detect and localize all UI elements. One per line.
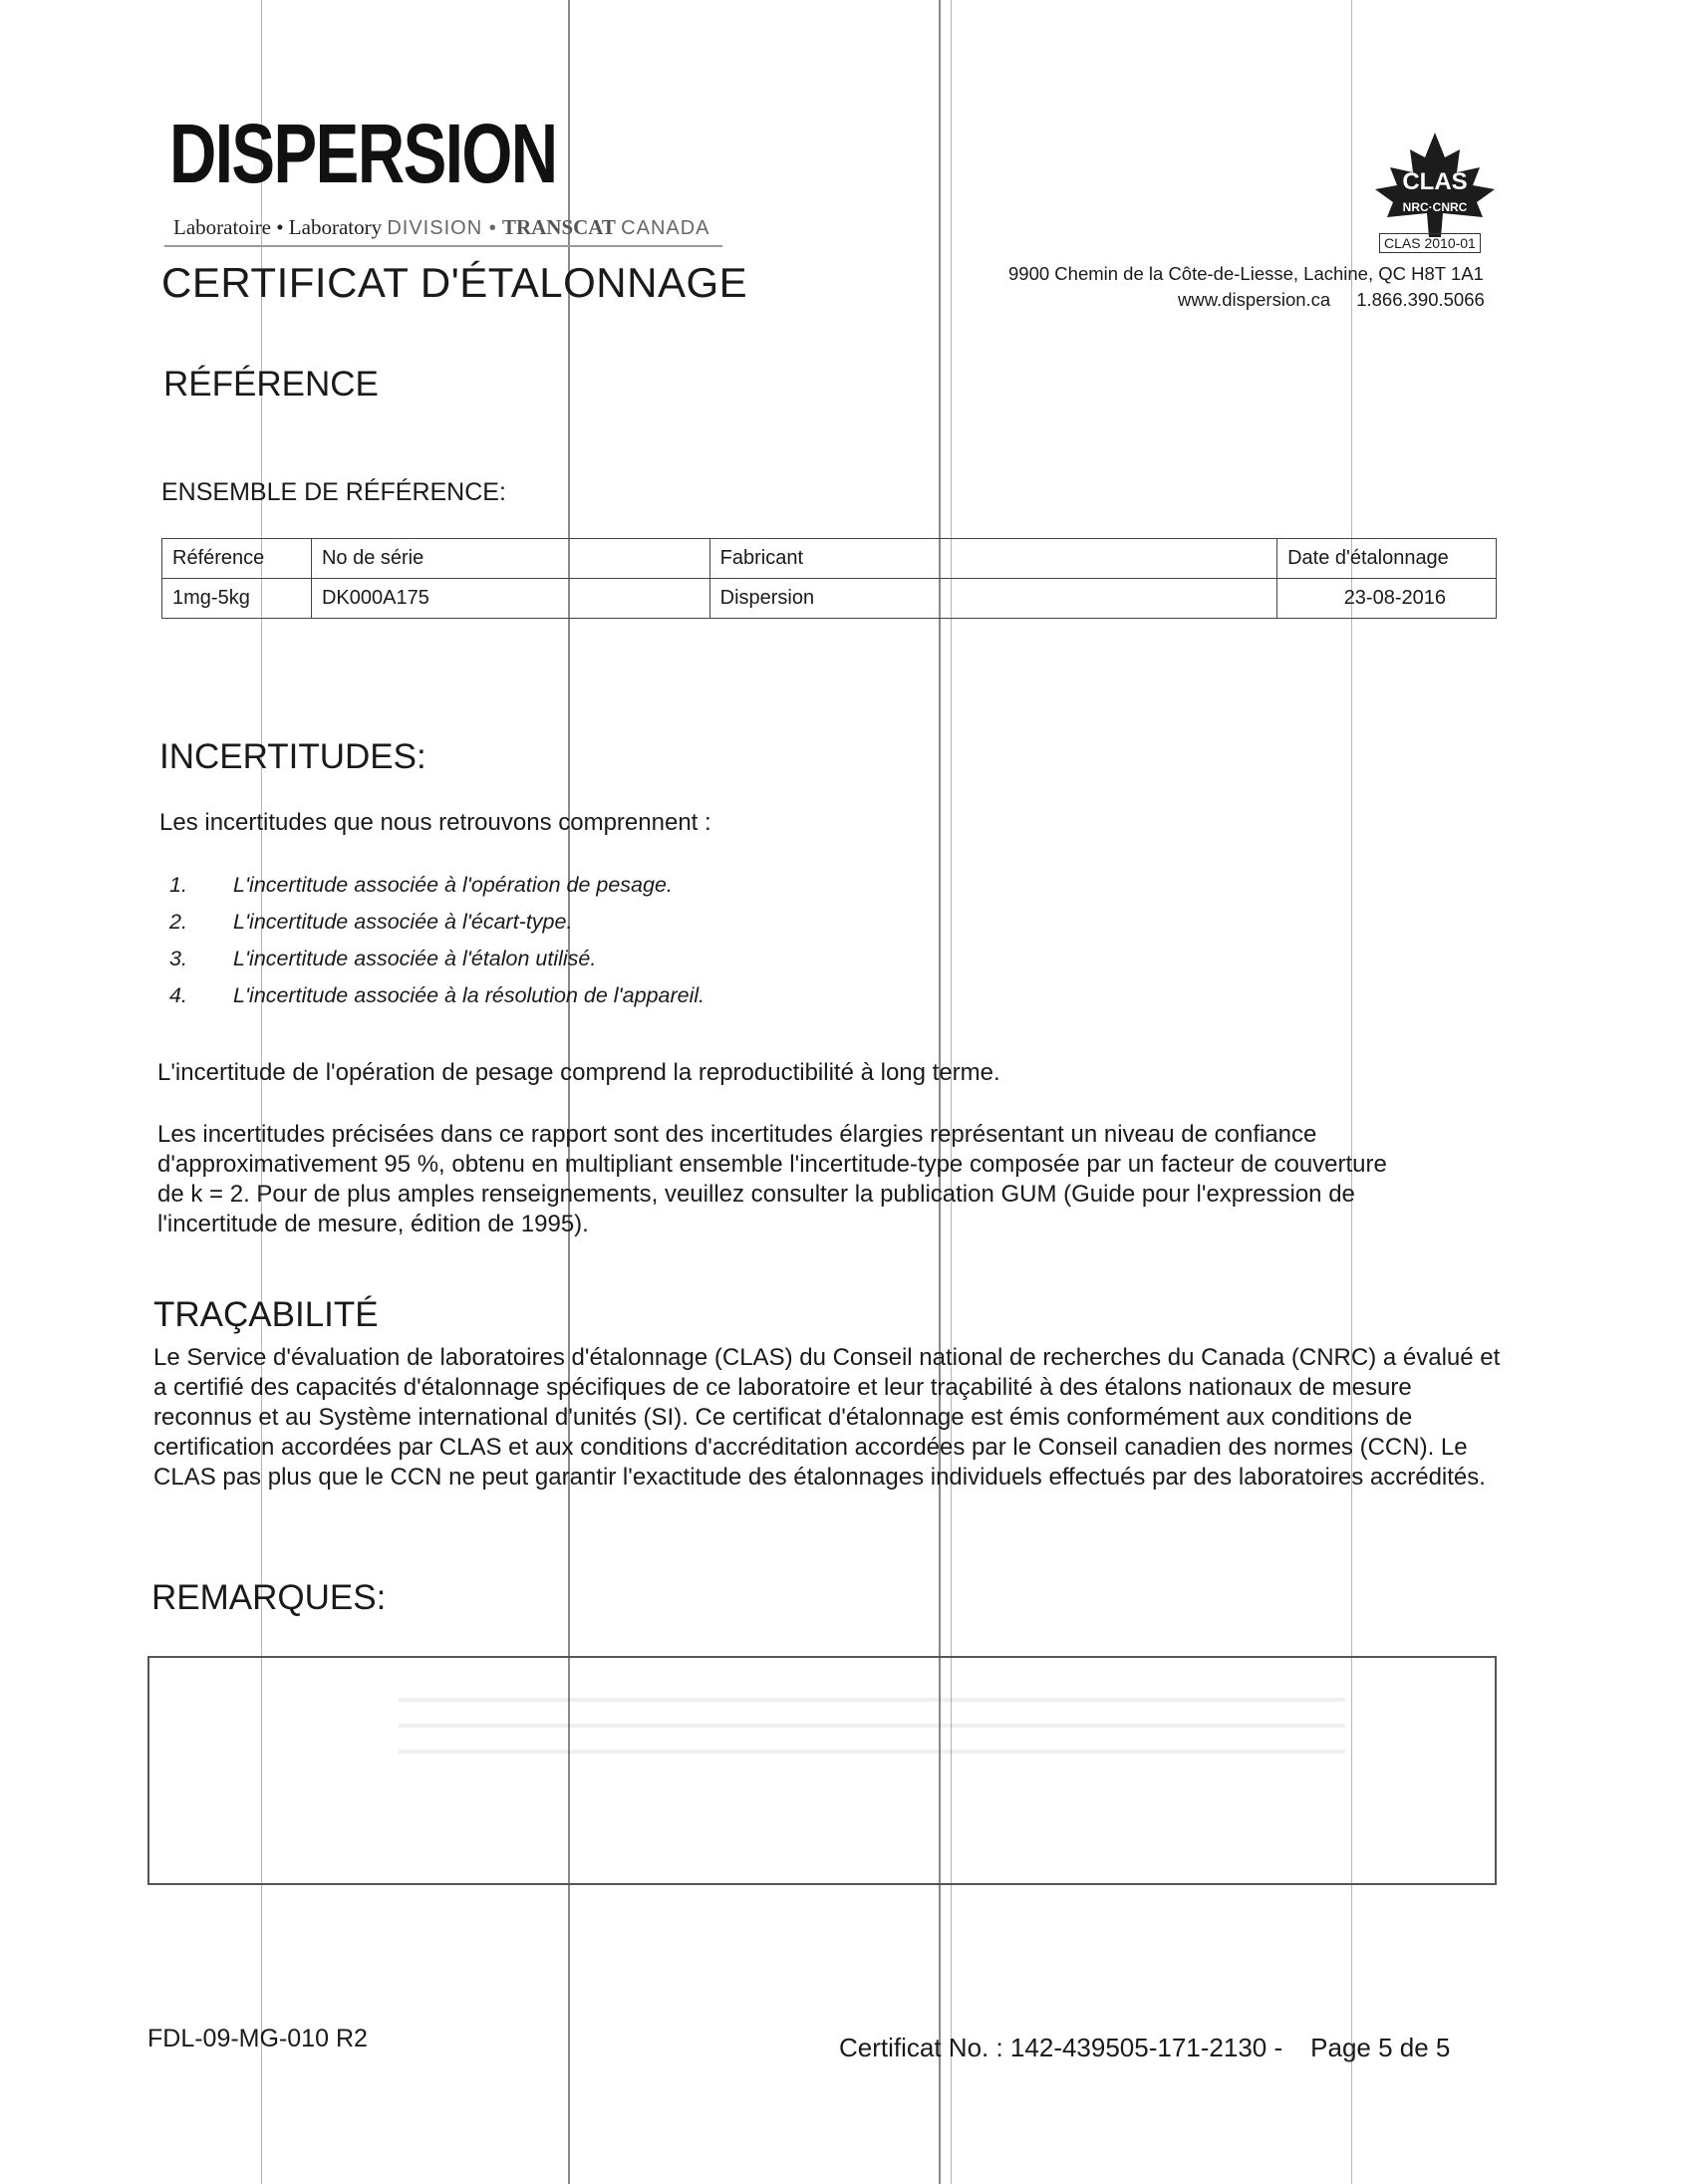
address: 9900 Chemin de la Côte-de-Liesse, Lachine, QC H8T 1A1	[1008, 263, 1484, 284]
clas-code: CLAS 2010-01	[1379, 233, 1481, 253]
svg-text:CLAS: CLAS	[1402, 168, 1468, 195]
company-logo: DISPERSION	[169, 107, 557, 200]
remarks-heading: REMARQUES:	[151, 1578, 387, 1617]
table-header-row	[162, 539, 1497, 579]
reference-table	[161, 538, 1497, 619]
column-header: Fabricant	[709, 539, 1276, 579]
column-header: Date d'étalonnage	[1277, 539, 1497, 579]
list-item: 3. L'incertitude associée à l'étalon utilisé.	[169, 947, 597, 970]
list-item: 2. L'incertitude associée à l'écart-type.	[169, 910, 573, 934]
header-divider	[164, 245, 722, 247]
table-row	[162, 579, 1497, 619]
reference-heading: RÉFÉRENCE	[163, 365, 379, 404]
column-header: Référence	[162, 539, 312, 579]
table-cell: Dispersion	[709, 579, 1276, 619]
reproducibility-paragraph: L'incertitude de l'opération de pesage comprend la reproductibilité à long terme.	[157, 1059, 1000, 1086]
certificate-title: CERTIFICAT D'ÉTALONNAGE	[161, 259, 748, 306]
list-item: 1. L'incertitude associée à l'opération de pesage.	[169, 873, 673, 897]
website: www.dispersion.ca	[1178, 289, 1331, 310]
uncertainties-heading: INCERTITUDES:	[159, 737, 426, 776]
logo-subtitle: Laboratoire • Laboratory DIVISION • TRANSCAT CANADA	[173, 215, 710, 239]
table-cell: 23-08-2016	[1277, 579, 1497, 619]
contact-line	[1178, 289, 1485, 311]
reference-set-subheading: ENSEMBLE DE RÉFÉRENCE:	[161, 478, 506, 506]
column-header: No de série	[311, 539, 709, 579]
certificate-number: Certificat No. : 142-439505-171-2130 - Page 5 de 5	[839, 2033, 1451, 2062]
traceability-paragraph: Le Service d'évaluation de laboratoires d'étalonnage (CLAS) du Conseil national de recherches du Canada (CNRC) a évalué et a certifié des capacités d'étalonnage spécifiques de ce laboratoire et leur traçabilité à des étalons nationaux de mesure reconnus et au Système international d'unités (SI). Ce certificat d'étalonnage est émis conformément aux conditions de certification accordées par CLAS et aux conditions d'accréditation accordées par le Conseil canadien des normes (CCN). Le CLAS pas plus que le CCN ne peut garantir l'exactitude des étalonnages individuels effectués par des laboratoires accrédités.	[153, 1344, 1501, 1491]
form-code: FDL-09-MG-010 R2	[147, 2025, 368, 2052]
list-item: 4. L'incertitude associée à la résolution de l'appareil.	[169, 983, 705, 1007]
phone: 1.866.390.5066	[1356, 289, 1485, 310]
table-cell: 1mg-5kg	[162, 579, 312, 619]
uncertainties-intro: Les incertitudes que nous retrouvons comprennent :	[159, 809, 711, 836]
uncertainties-list	[169, 873, 704, 1020]
svg-text:NRC·CNRC: NRC·CNRC	[1402, 200, 1468, 214]
table-cell: DK000A175	[311, 579, 709, 619]
remarks-box	[147, 1656, 1497, 1885]
traceability-heading: TRAÇABILITÉ	[153, 1295, 379, 1334]
expanded-uncertainty-paragraph: Les incertitudes précisées dans ce rapport sont des incertitudes élargies représentant un niveau de confiance d'approximativement 95 %, obtenu en multipliant ensemble l'incertitude-type composée par un facteur de couverture de k = 2. Pour de plus amples renseignements, veuillez consulter la publication GUM (Guide pour l'expression de l'incertitude de mesure, édition de 1995).	[157, 1121, 1387, 1237]
page-number: Page 5 de 5	[1310, 2033, 1451, 2062]
